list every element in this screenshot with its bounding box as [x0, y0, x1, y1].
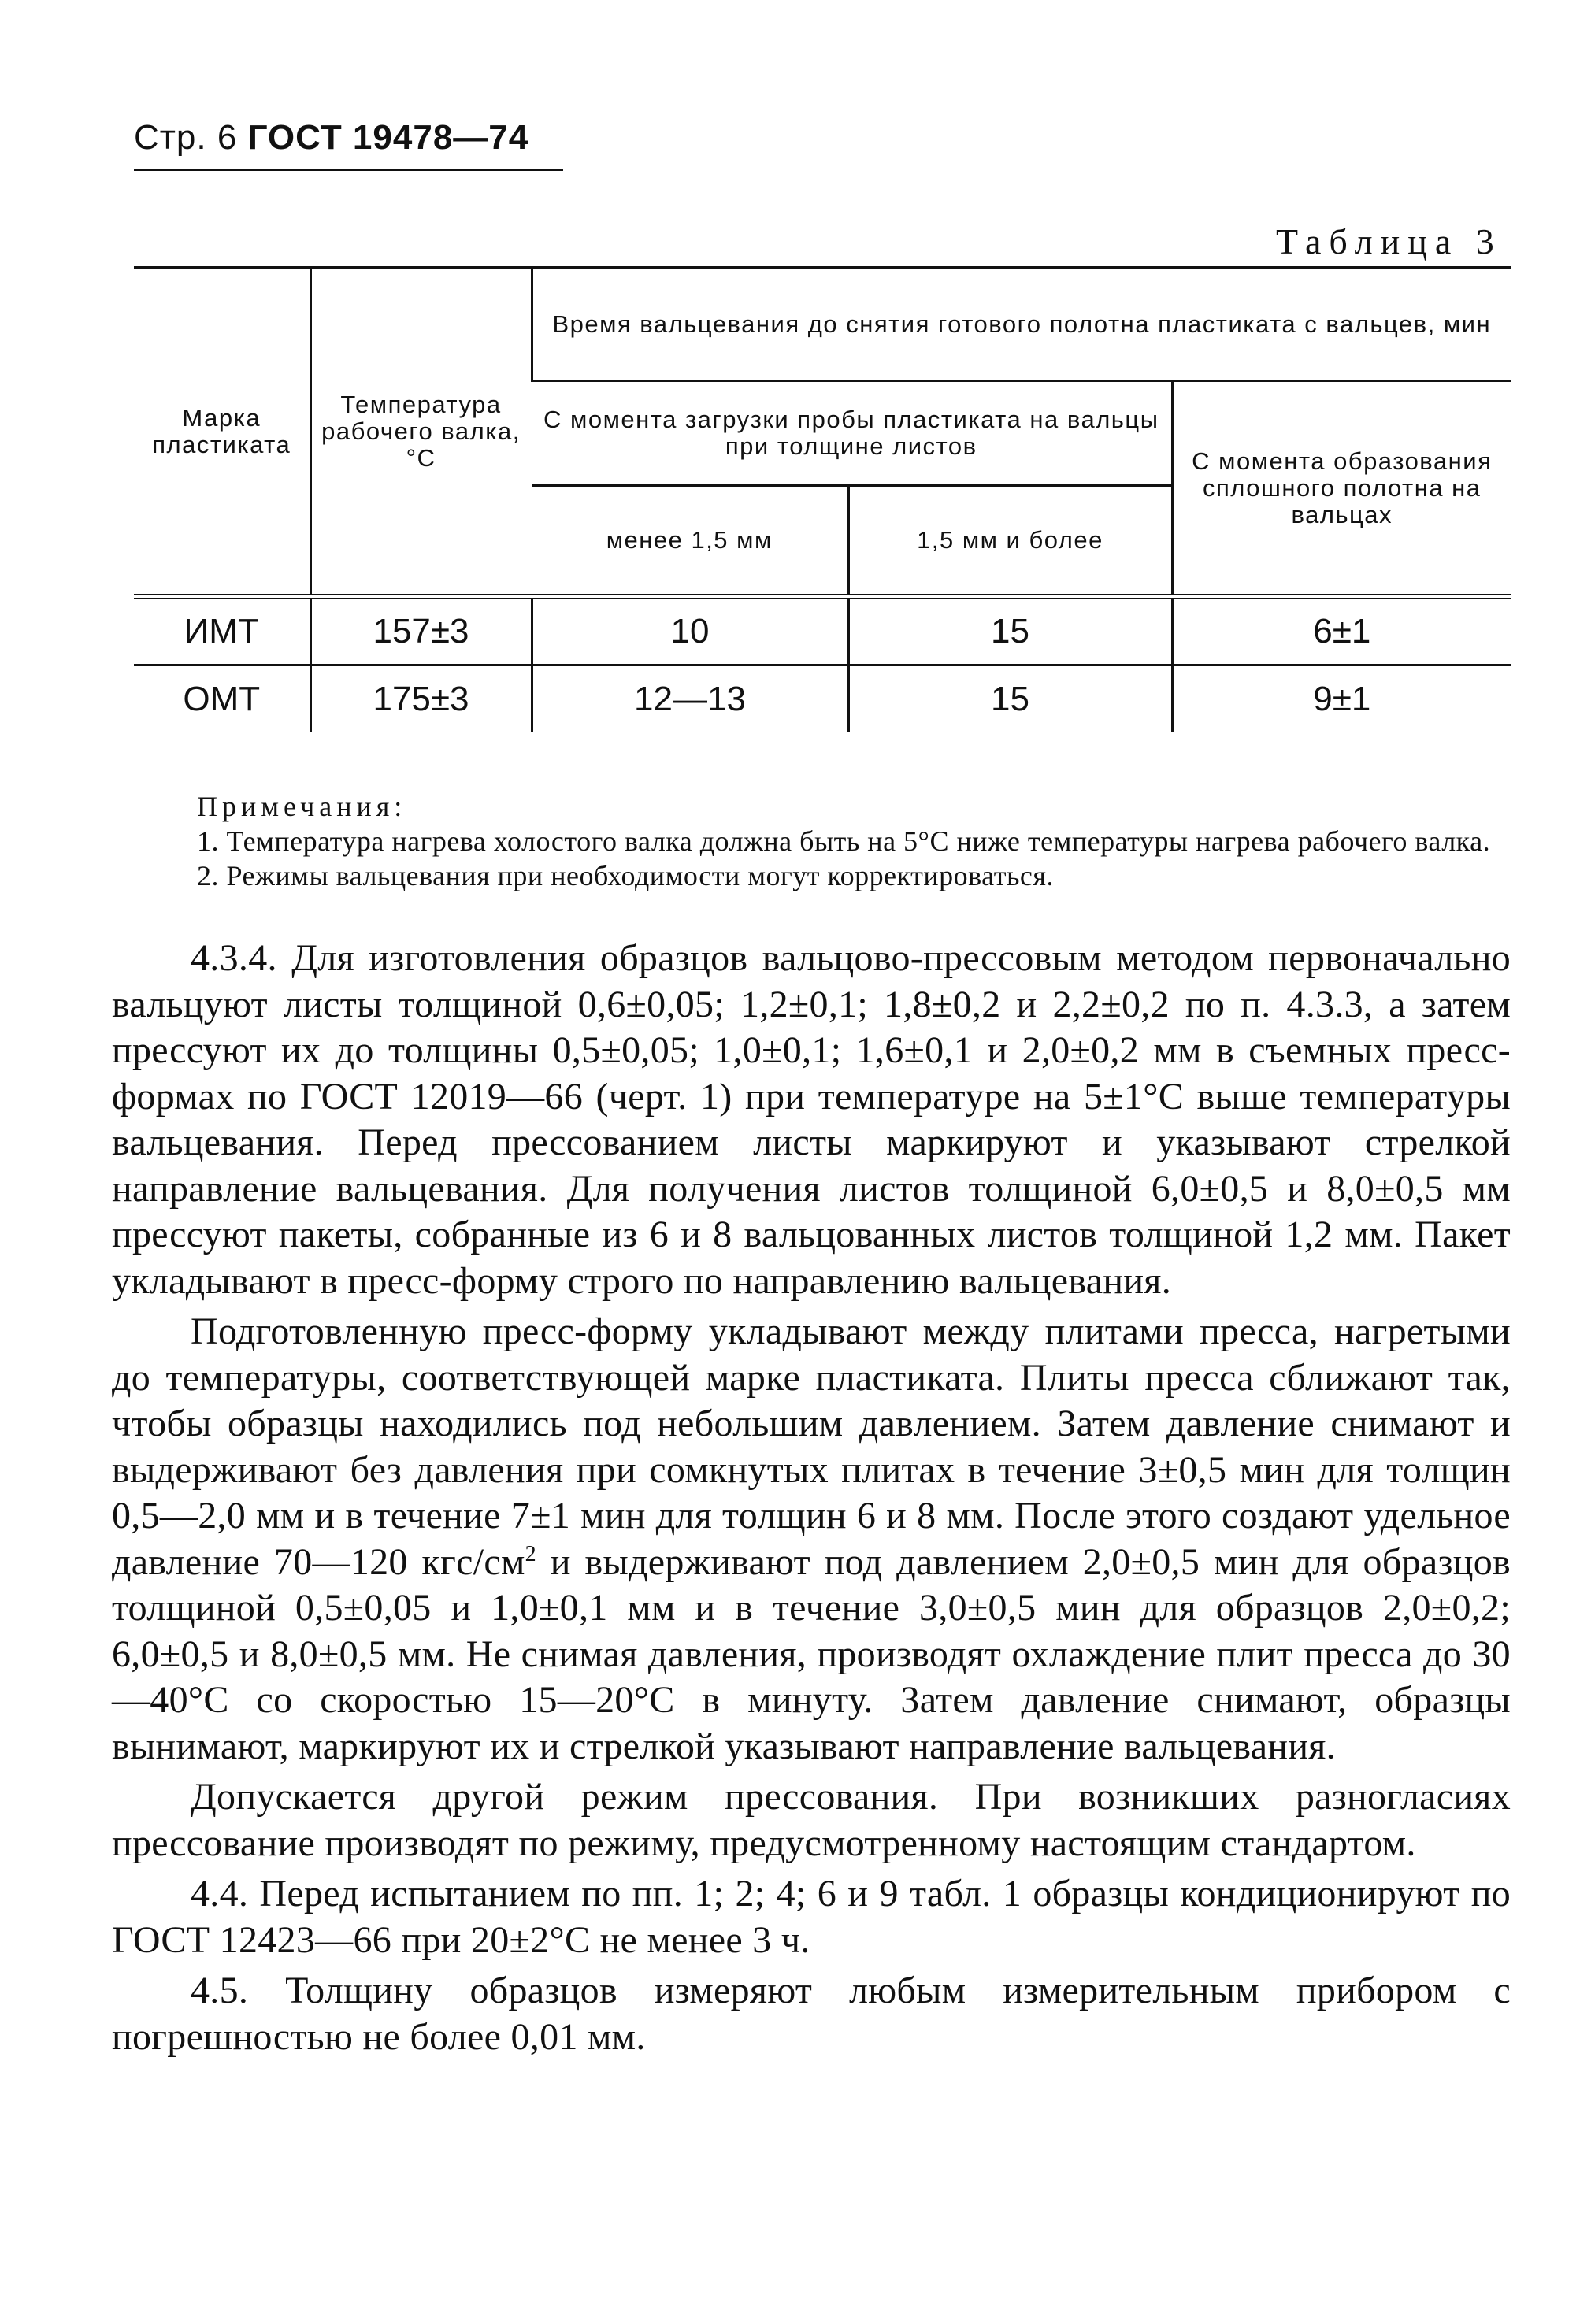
cell-thin: 10 [532, 597, 848, 665]
table-row [134, 665, 1511, 733]
parameters-table [134, 266, 1511, 732]
header-thin: менее 1,5 мм [532, 486, 848, 597]
paragraph-pressing-part1: Подготовленную пресс-форму укладывают между плитами пресса, нагретыми до температуры, соответствующей марке пластиката. Плиты пресса сближают так, чтобы образцы находились под небольшим давлением. Затем давление снимают и выдерживают без давления при сомкнутых плитах в течение 3±0,5 мин для толщин 0,5—2,0 мм и в течение 7±1 мин для толщин 6 и 8 мм. После этого создают удельное давление 70—120 кгс/см [112, 1310, 1511, 1583]
cell-brand: ОМТ [183, 680, 261, 718]
header-from-loading: С момента загрузки пробы пластиката на вальцы при толщине листов [532, 381, 1172, 486]
note-item: 1. Температура нагрева холостого валка должна быть на 5°C ниже температуры нагрева рабочего валка. [197, 825, 1491, 857]
cell-temperature: 157±3 [310, 597, 532, 665]
paragraph-alternative-mode: Допускается другой режим прессования. При возникших разногласиях прессование производят по режиму, предусмотренному настоящим стандартом. [112, 1776, 1511, 1864]
cell-sheet: 6±1 [1172, 597, 1511, 665]
table-notes [134, 789, 1511, 893]
cell-thick: 15 [848, 665, 1172, 733]
superscript-square: 2 [525, 1541, 536, 1566]
header-brand: Марка пластиката [134, 268, 310, 597]
cell-sheet: 9±1 [1172, 665, 1511, 733]
page-number: Стр. 6 [134, 118, 238, 157]
standard-number: ГОСТ 19478—74 [247, 118, 529, 157]
cell-brand: ИМТ [134, 597, 310, 665]
cell-thin: 12—13 [532, 665, 848, 733]
header-temperature: Температура рабочего валка, °C [310, 268, 532, 597]
document-body [112, 936, 1511, 2060]
page-header [134, 118, 528, 158]
paragraph-4-3-4: 4.3.4. Для изготовления образцов вальцово-прессовым методом первоначально вальцуют листы толщиной 0,6±0,05; 1,2±0,1; 1,8±0,2 и 2,2±0,2 по п. 4.3.3, а затем прессуют их до толщины 0,5±0,05; 1,0±0,1; 1,6±0,1 и 2,0±0,2 мм в съемных пресс-формах по ГОСТ 12019—66 (черт. 1) при температуре на 5±1°C выше температуры вальцевания. Перед прессованием листы маркируют и указывают стрелкой направление вальцевания. Для получения листов толщиной 6,0±0,5 и 8,0±0,5 мм прессуют пакеты, собранные из 6 и 8 вальцованных листов толщиной 1,2 мм. Пакет укладывают в пресс-форму строго по направлению вальцевания. [112, 937, 1511, 1302]
notes-title: Примечания: [197, 791, 407, 822]
cell-temperature: 175±3 [310, 665, 532, 733]
note-item: 2. Режимы вальцевания при необходимости могут корректироваться. [197, 860, 1054, 891]
header-rule [134, 169, 563, 171]
paragraph-pressing [112, 1309, 1511, 1770]
paragraph-4-4: 4.4. Перед испытанием по пп. 1; 2; 4; 6 и 9 табл. 1 образцы кондиционируют по ГОСТ 12423—66 при 20±2°C не менее 3 ч. [112, 1873, 1511, 1961]
header-from-sheet: С момента образования сплошного полотна на вальцах [1172, 381, 1511, 597]
paragraph-4-5: 4.5. Толщину образцов измеряют любым измерительным прибором с погрешностью не более 0,01 мм. [112, 1970, 1511, 2058]
header-time-group: Время вальцевания до снятия готового полотна пластиката с вальцев, мин [532, 268, 1511, 381]
cell-thick: 15 [848, 597, 1172, 665]
table-caption: Таблица 3 [1276, 221, 1502, 261]
table-container [134, 266, 1511, 732]
table-row [134, 597, 1511, 665]
header-thick: 1,5 мм и более [848, 486, 1172, 597]
paragraph-pressing-part2: и выдерживают под давлением 2,0±0,5 мин для образцов толщиной 0,5±0,05 и 1,0±0,1 мм и в течение 3,0±0,5 мин для образцов 2,0±0,2; 6,0±0,5 и 8,0±0,5 мм. Не снимая давления, производят охлаждение плит пресса до 30—40°C со скоростью 15—20°C в минуту. Затем давление снимают, образцы вынимают, маркируют их и стрелкой указывают направление вальцевания. [112, 1540, 1511, 1767]
